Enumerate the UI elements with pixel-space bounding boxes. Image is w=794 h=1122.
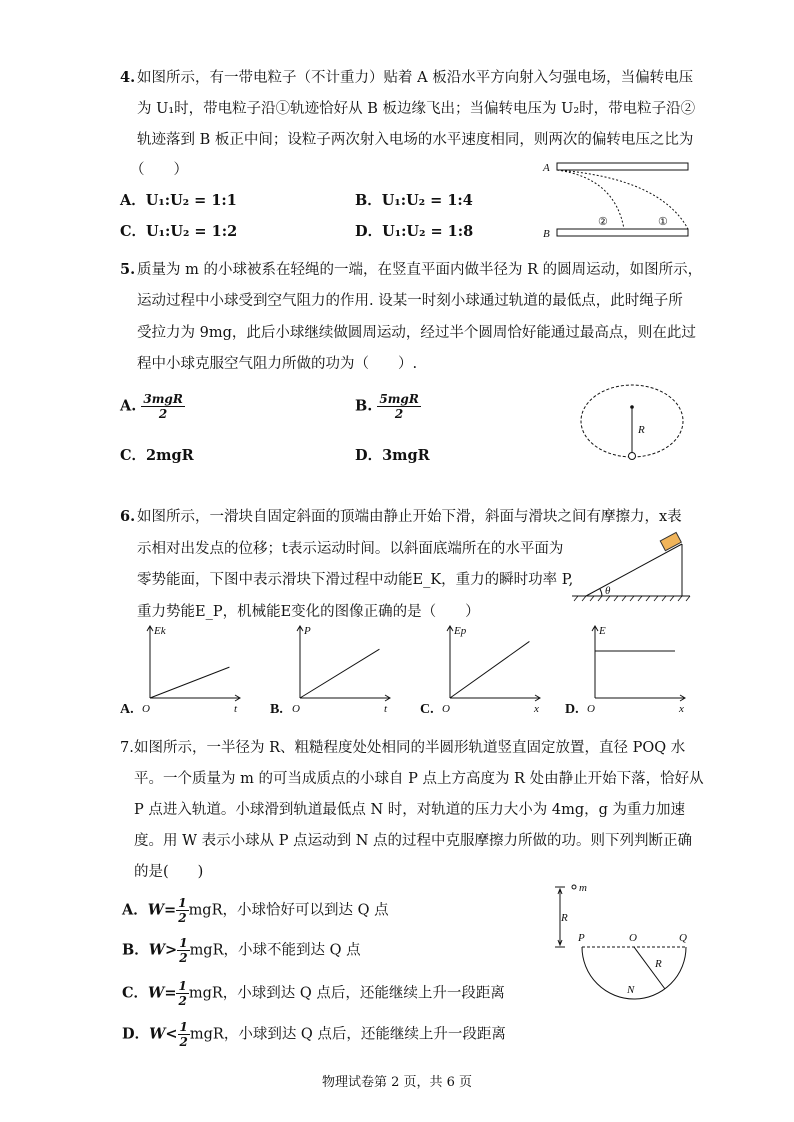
denominator: 2 (178, 994, 187, 1008)
point-n-label: N (627, 984, 635, 996)
question-text-line: 程中小球克服空气阻力所做的功为（ ）. (137, 356, 418, 372)
option-a (122, 896, 389, 925)
graph-d (565, 618, 695, 717)
numerator: 3mgR (143, 392, 183, 406)
option-b (355, 392, 421, 421)
x-axis-label: t (234, 703, 238, 715)
denominator: 2 (179, 951, 188, 965)
y-axis-label: P (304, 625, 311, 637)
question-text-line: 重力势能E_P，机械能E变化的图像正确的是（ ） (137, 604, 480, 620)
angle-label: θ (605, 585, 611, 597)
question-number: 5. (120, 261, 136, 278)
option-d: D．U₁:U₂ = 1:8 (355, 223, 474, 240)
fraction (177, 936, 189, 965)
denominator: 2 (394, 407, 404, 421)
trajectory-1-label: ① (658, 216, 668, 228)
origin-label: O (442, 703, 450, 715)
radius-label: R (655, 958, 662, 970)
question-number: 7. (120, 740, 134, 756)
question-number: 6. (120, 508, 136, 525)
numerator: 1 (178, 979, 187, 993)
plate-a-label: A (543, 162, 550, 174)
mass-label: m (579, 882, 587, 894)
point-o-label: O (629, 932, 637, 944)
question-number: 4. (120, 69, 136, 86)
option-b (122, 936, 361, 965)
question-text-line: 轨迹落到 B 板正中间；设粒子两次射入电场的水平速度相同，则两次的偏转电压之比为 (137, 132, 694, 148)
semicircle-track-figure (555, 883, 695, 998)
numerator: 1 (179, 936, 188, 950)
point-p-label: P (578, 932, 585, 944)
fraction (377, 392, 420, 421)
graph-option-label: D. (565, 702, 579, 717)
option-text: mgR，小球到达 Q 点后，还能继续上升一段距离 (189, 1026, 506, 1043)
incline-surface (586, 544, 682, 596)
question-text-line: 度。用 W 表示小球从 P 点运动到 N 点的过程中克服摩擦力所做的功。则下列判断正确 (134, 833, 692, 849)
fraction (178, 1020, 190, 1049)
graph-option-label: C. (420, 702, 434, 717)
option-label: A． (122, 901, 148, 919)
numerator: 5mgR (379, 392, 419, 406)
question-text-line: 零势能面，下图中表示滑块下滑过程中动能E_K，重力的瞬时功率 P, (137, 572, 574, 588)
question-text-line: 质量为 m 的小球被系在轻绳的一端，在竖直平面内做半径为 R 的圆周运动，如图所示， (137, 262, 703, 278)
numerator: 1 (179, 1020, 188, 1034)
option-label: D． (122, 1025, 150, 1043)
question-text-line: 如图所示，一滑块自固定斜面的顶端由静止开始下滑，斜面与滑块之间有摩擦力，x表 (137, 509, 682, 525)
question-text-line: 如图所示，有一带电粒子（不计重力）贴着 A 板沿水平方向射入匀强电场，当偏转电压 (137, 70, 694, 86)
height-label: R (561, 912, 568, 924)
question-text-line: 如图所示，一半径为 R、粗糙程度处处相同的半圆形轨道竖直固定放置，直径 POQ 水 (134, 740, 686, 756)
graph-c (420, 618, 550, 717)
incline-figure (572, 534, 694, 602)
option-expr: W> (148, 941, 178, 959)
x-axis-label: x (534, 703, 539, 715)
origin-label: O (292, 703, 300, 715)
denominator: 2 (158, 407, 168, 421)
ball (629, 453, 636, 460)
graph-option-label: B. (270, 702, 283, 717)
circular-motion-figure (580, 384, 686, 462)
option-label: C． (122, 984, 149, 1002)
question-text-line: 为 U₁时，带电粒子沿①轨迹恰好从 B 板边缘飞出；当偏转电压为 U₂时，带电粒子沿② (137, 101, 696, 117)
question-text-line: 平。一个质量为 m 的可当成质点的小球自 P 点上方高度为 R 处由静止开始下落，恰好从 (134, 771, 704, 787)
plate-a (557, 163, 688, 170)
radius-label: R (638, 424, 645, 436)
option-expr: W= (147, 901, 177, 919)
ball (572, 885, 576, 889)
parallel-plates-figure (540, 158, 700, 243)
trajectory-2-label: ② (598, 216, 608, 228)
fraction (176, 896, 188, 925)
trajectory-1 (557, 170, 688, 229)
x-axis-label: t (384, 703, 388, 715)
origin-label: O (142, 703, 150, 715)
question-text-line: 示相对出发点的位移；t表示运动时间。以斜面底端所在的水平面为 (137, 541, 564, 557)
question-text-line: 运动过程中小球受到空气阻力的作用. 设某一时刻小球通过轨道的最低点，此时绳子所 (137, 293, 683, 309)
graph-a (120, 618, 250, 717)
x-axis-label: x (679, 703, 684, 715)
question-text-line: 的是( ) (134, 864, 204, 880)
option-c: C．2mgR (120, 447, 194, 464)
option-expr: W< (149, 1025, 178, 1043)
option-b: B．U₁:U₂ = 1:4 (355, 192, 473, 209)
option-d (122, 1020, 506, 1049)
point-q-label: Q (679, 932, 687, 944)
option-c (122, 979, 505, 1008)
y-axis-label: E (599, 625, 606, 637)
graph-line (300, 649, 379, 698)
graph-line (450, 641, 529, 698)
option-a: A．U₁:U₂ = 1:1 (120, 192, 237, 209)
answer-bracket: （ ） (130, 162, 188, 178)
page-footer: 物理试卷第 2 页，共 6 页 (321, 1075, 473, 1090)
y-axis-label: Ek (154, 625, 166, 637)
question-text-line: 受拉力为 9mg，此后小球继续做圆周运动，经过半个圆周恰好能通过最高点，则在此过 (137, 325, 696, 341)
option-text: mgR，小球不能到达 Q 点 (189, 942, 361, 959)
y-axis-label: Ep (454, 625, 467, 637)
origin-label: O (587, 703, 595, 715)
question-text-line: P 点进入轨道。小球滑到轨道最低点 N 时，对轨道的压力大小为 4mg，g 为重力加速 (134, 802, 686, 818)
graph-line (150, 667, 229, 698)
numerator: 1 (178, 896, 187, 910)
ground-hatching (574, 596, 690, 601)
denominator: 2 (178, 911, 187, 925)
option-text: mgR，小球恰好可以到达 Q 点 (188, 902, 389, 919)
graph-option-label: A. (120, 702, 134, 717)
fraction (141, 392, 184, 421)
plate-b-label: B (543, 228, 550, 240)
option-expr: W= (148, 984, 177, 1002)
denominator: 2 (179, 1035, 188, 1049)
option-a (120, 392, 185, 421)
option-text: mgR，小球到达 Q 点后，还能继续上升一段距离 (188, 985, 505, 1002)
option-label: A. (120, 397, 137, 415)
option-d: D．3mgR (355, 447, 430, 464)
plate-b (557, 229, 688, 236)
option-label: B. (355, 397, 373, 415)
slider-block (660, 532, 681, 550)
graph-b (270, 618, 400, 717)
angle-arc (600, 589, 602, 596)
option-c: C．U₁:U₂ = 1:2 (120, 223, 238, 240)
fraction (176, 979, 188, 1008)
option-label: B． (122, 941, 149, 959)
